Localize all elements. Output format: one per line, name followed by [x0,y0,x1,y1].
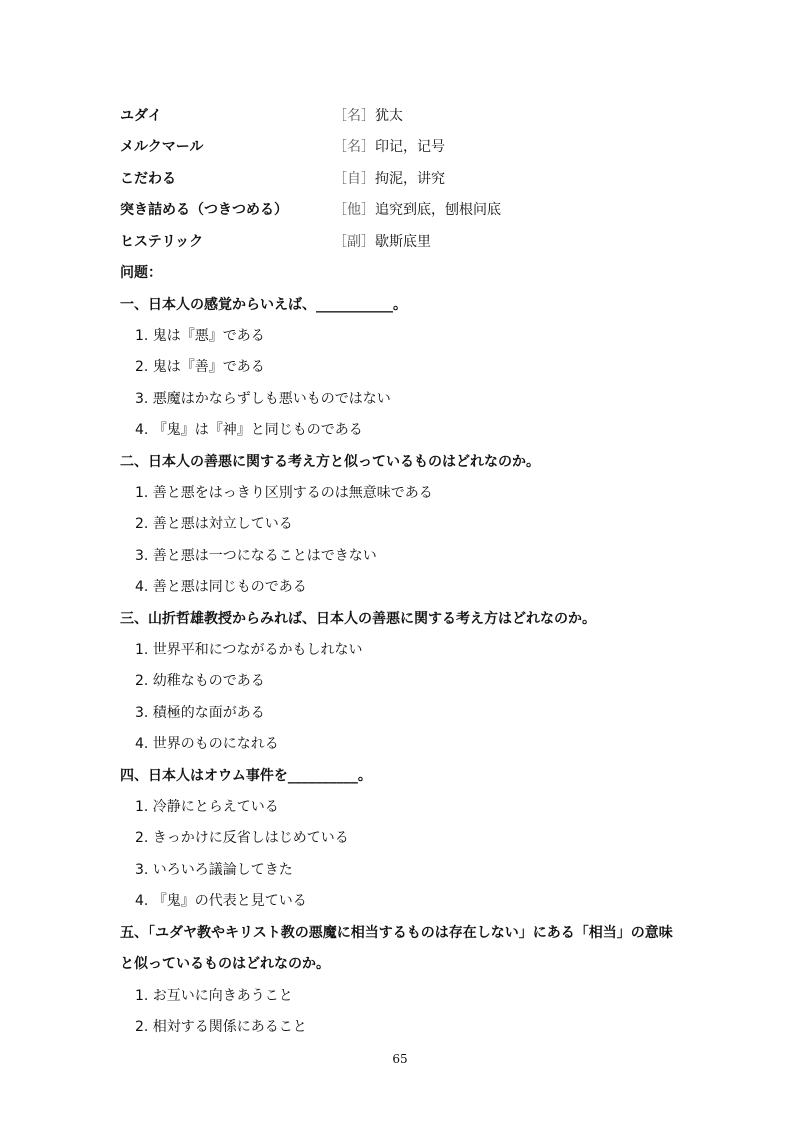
answer-option: 1. 冷静にとらえている [135,799,279,815]
vocab-term: こだわる [120,171,176,187]
vocab-row [120,199,720,221]
answer-option: 3. 善と悪は一つになることはできない [135,548,377,564]
vocab-definition [333,136,445,156]
answer-option: 3. いろいろ議論してきた [135,862,293,878]
answer-option: 4. 世界のものになれる [135,736,279,752]
answer-option: 1. 善と悪をはっきり区別するのは無意味である [135,485,433,501]
question-text: 四、日本人はオウム事件を__________。 [120,768,372,784]
question-text: 三、山折哲雄教授からみれば、日本人の善悪に関する考え方はどれなのか。 [120,611,596,627]
vocab-definition [333,105,403,125]
answer-option: 4. 『鬼』は『神』と同じものである [135,422,363,438]
section-title: 问题： [120,265,162,281]
vocab-row [120,168,720,190]
vocab-row [120,136,720,158]
question-text: 五、「ユダヤ教やキリスト教の悪魔に相当するものは存在しない」にある「相当」の意味 [120,925,673,941]
answer-option: 2. 幼稚なものである [135,673,265,689]
vocab-meaning: 拘泥，讲究 [375,171,445,187]
answer-option: 3. 積極的な面がある [135,705,265,721]
vocab-tag: ［副］ [333,234,375,250]
answer-option: 1. 鬼は『悪』である [135,328,265,344]
vocab-row [120,231,720,253]
vocab-term: ヒステリック [120,234,204,250]
question-text-continued: と似っているものはどれなのか。 [120,956,330,972]
question-text: 一、日本人の感覚からいえば、___________。 [120,297,407,313]
vocab-term: メルクマール [120,139,204,155]
answer-option: 2. 善と悪は対立している [135,516,293,532]
vocab-tag: ［自］ [333,171,375,187]
vocab-meaning: 歇斯底里 [375,234,431,250]
vocab-meaning: 印记，记号 [375,139,445,155]
answer-option: 2. 鬼は『善』である [135,359,265,375]
answer-option: 4. 『鬼』の代表と見ている [135,893,307,909]
vocab-tag: ［名］ [333,139,375,155]
vocab-meaning: 追究到底，刨根问底 [375,202,501,218]
vocab-definition [333,231,431,251]
vocab-term: ユダイ [120,108,162,124]
vocab-tag: ［名］ [333,108,375,124]
vocab-row [120,105,720,127]
answer-option: 1. 世界平和につながるかもしれない [135,642,363,658]
vocab-tag: ［他］ [333,202,375,218]
vocab-term: 突き詰める（つきつめる） [120,202,288,218]
page-number: 65 [392,1052,408,1066]
vocab-meaning: 犹太 [375,108,403,124]
question-text: 二、日本人の善悪に関する考え方と似っているものはどれなのか。 [120,454,540,470]
answer-option: 2. きっかけに反省しはじめている [135,830,349,846]
answer-option: 2. 相対する関係にあること [135,1019,307,1035]
answer-option: 3. 悪魔はかならずしも悪いものではない [135,391,391,407]
vocab-definition [333,199,501,219]
answer-option: 1. お互いに向きあうこと [135,988,293,1004]
vocab-definition [333,168,445,188]
answer-option: 4. 善と悪は同じものである [135,579,307,595]
